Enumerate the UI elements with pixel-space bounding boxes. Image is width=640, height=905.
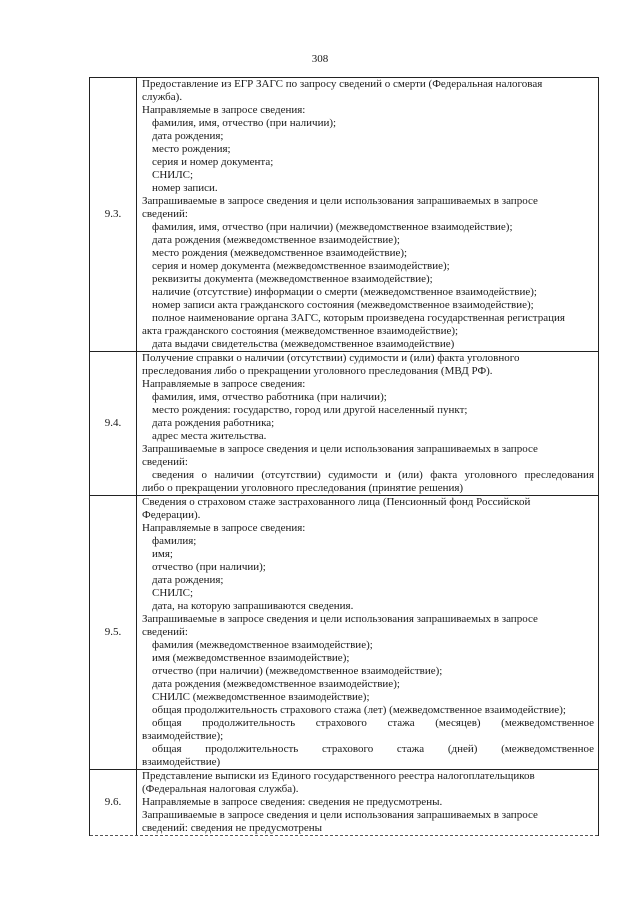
text-line: сведений: bbox=[142, 626, 188, 638]
text-line: отчество (при наличии) (межведомственное взаимодействие); bbox=[152, 665, 443, 677]
text-line: дата рождения работника; bbox=[152, 417, 275, 429]
row-content bbox=[137, 496, 598, 769]
text-line: (Федеральная налоговая служба). bbox=[142, 783, 299, 795]
text-line: дата рождения (межведомственное взаимодействие); bbox=[152, 678, 400, 690]
text-line: общая продолжительность страхового стажа (дней) (межведомственное bbox=[152, 743, 594, 755]
text-line: дата рождения (межведомственное взаимодействие); bbox=[152, 234, 400, 246]
text-line: дата выдачи свидетельства (межведомственное взаимодействие) bbox=[152, 338, 455, 350]
text-line: полное наименование органа ЗАГС, которым произведена государственная регистрация bbox=[152, 312, 565, 324]
text-line: наличие (отсутствие) информации о смерти (межведомственное взаимодействие); bbox=[152, 286, 537, 298]
table-row bbox=[90, 352, 598, 496]
text-line: дата, на которую запрашиваются сведения. bbox=[152, 600, 354, 612]
row-content bbox=[137, 352, 598, 495]
text-line: отчество (при наличии); bbox=[152, 561, 266, 573]
text-line: сведений: bbox=[142, 456, 188, 468]
text-line: серия и номер документа; bbox=[152, 156, 274, 168]
text-line: фамилия; bbox=[152, 535, 197, 547]
text-line: фамилия (межведомственное взаимодействие); bbox=[152, 639, 373, 651]
text-line: акта гражданского состояния (межведомственное взаимодействие); bbox=[142, 325, 459, 337]
text-line: Запрашиваемые в запросе сведения и цели использования запрашиваемых в запросе bbox=[142, 195, 538, 207]
row-number: 9.6. bbox=[90, 770, 137, 835]
text-line: дата рождения; bbox=[152, 574, 224, 586]
row-number: 9.5. bbox=[90, 496, 137, 769]
text-line: служба). bbox=[142, 91, 183, 103]
row-content bbox=[137, 770, 598, 835]
text-line: сведения о наличии (отсутствии) судимости и (или) факта уголовного преследования bbox=[152, 469, 594, 481]
text-line: Направляемые в запросе сведения: bbox=[142, 378, 306, 390]
text-line: место рождения (межведомственное взаимодействие); bbox=[152, 247, 408, 259]
text-line: Представление выписки из Единого государственного реестра налогоплательщиков bbox=[142, 770, 535, 782]
row-number: 9.3. bbox=[90, 78, 137, 351]
text-line: СНИЛС; bbox=[152, 587, 194, 599]
text-line: Получение справки о наличии (отсутствии) судимости и (или) факта уголовного bbox=[142, 352, 520, 364]
text-line: Направляемые в запросе сведения: сведения не предусмотрены. bbox=[142, 796, 443, 808]
text-line: реквизиты документа (межведомственное взаимодействие); bbox=[152, 273, 433, 285]
text-line: фамилия, имя, отчество (при наличии) (межведомственное взаимодействие); bbox=[152, 221, 513, 233]
text-line: взаимодействие); bbox=[142, 730, 224, 742]
text-line: СНИЛС; bbox=[152, 169, 194, 181]
table-row bbox=[90, 770, 598, 836]
text-line: либо о прекращении уголовного преследования (принятие решения) bbox=[142, 482, 464, 494]
text-line: имя (межведомственное взаимодействие); bbox=[152, 652, 350, 664]
text-line: фамилия, имя, отчество (при наличии); bbox=[152, 117, 337, 129]
text-line: адрес места жительства. bbox=[152, 430, 267, 442]
text-line: сведений: сведения не предусмотрены bbox=[142, 822, 323, 834]
text-line: место рождения; bbox=[152, 143, 231, 155]
text-line: Запрашиваемые в запросе сведения и цели использования запрашиваемых в запросе bbox=[142, 443, 538, 455]
text-line: Запрашиваемые в запросе сведения и цели использования запрашиваемых в запросе bbox=[142, 613, 538, 625]
document-table bbox=[89, 77, 599, 836]
row-number: 9.4. bbox=[90, 352, 137, 495]
text-line: сведений: bbox=[142, 208, 188, 220]
text-line: СНИЛС (межведомственное взаимодействие); bbox=[152, 691, 370, 703]
text-line: имя; bbox=[152, 548, 173, 560]
text-line: место рождения: государство, город или другой населенный пункт; bbox=[152, 404, 468, 416]
text-line: общая продолжительность страхового стажа (месяцев) (межведомственное bbox=[152, 717, 594, 729]
text-line: преследования либо о прекращении уголовного преследования (МВД РФ). bbox=[142, 365, 493, 377]
page-number: 308 bbox=[311, 53, 329, 65]
table-row bbox=[90, 496, 598, 770]
text-line: Федерации). bbox=[142, 509, 201, 521]
text-line: общая продолжительность страхового стажа (лет) (межведомственное взаимодействие); bbox=[152, 704, 566, 716]
text-line: Сведения о страховом стаже застрахованного лица (Пенсионный фонд Российской bbox=[142, 496, 531, 508]
text-line: взаимодействие) bbox=[142, 756, 221, 768]
text-line: номер записи акта гражданского состояния (межведомственное взаимодействие); bbox=[152, 299, 534, 311]
text-line: серия и номер документа (межведомственное взаимодействие); bbox=[152, 260, 450, 272]
text-line: Запрашиваемые в запросе сведения и цели использования запрашиваемых в запросе bbox=[142, 809, 538, 821]
text-line: фамилия, имя, отчество работника (при наличии); bbox=[152, 391, 387, 403]
text-line: Направляемые в запросе сведения: bbox=[142, 522, 306, 534]
row-content bbox=[137, 78, 598, 351]
table-row bbox=[90, 78, 598, 352]
text-line: Предоставление из ЕГР ЗАГС по запросу сведений о смерти (Федеральная налоговая bbox=[142, 78, 543, 90]
text-line: дата рождения; bbox=[152, 130, 224, 142]
text-line: Направляемые в запросе сведения: bbox=[142, 104, 306, 116]
text-line: номер записи. bbox=[152, 182, 218, 194]
